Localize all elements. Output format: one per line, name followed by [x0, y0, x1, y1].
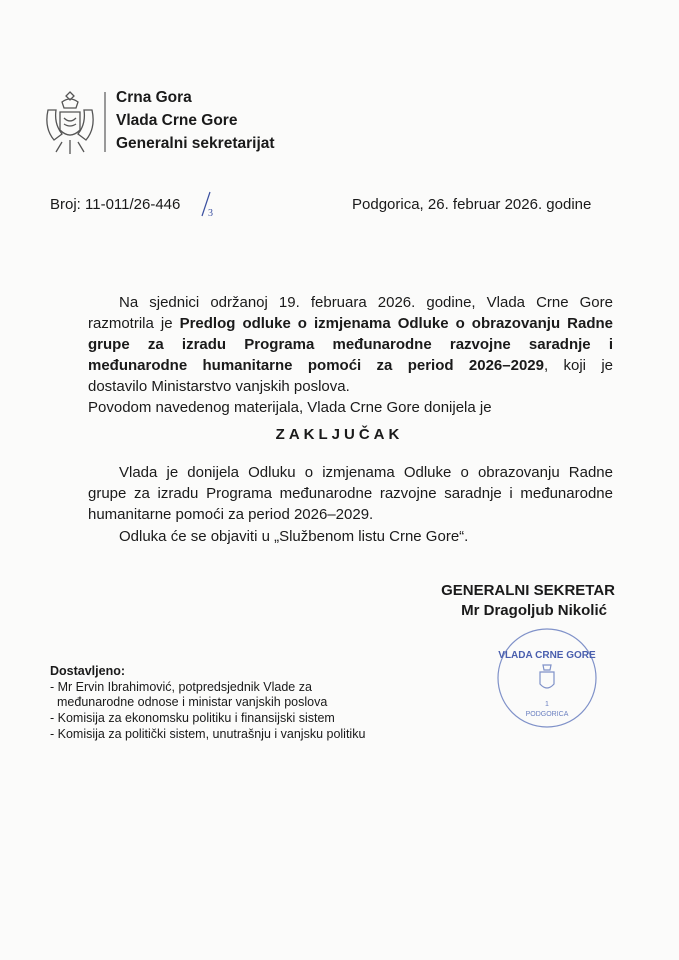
intro-line-1: Na sjednici održanoj 19. februara 2026. godine, Vlada Crne Gore — [119, 294, 613, 311]
distribution-heading: Dostavljeno: — [50, 664, 126, 678]
place-date: Podgorica, 26. februar 2026. godine — [352, 196, 592, 213]
intro-line-6: Povodom navedenog materijala, Vlada Crne Gore donijela je — [88, 399, 492, 416]
intro-line-2: razmotrila je Predlog odluke o izmjenama Odluke o obrazovanju Radne — [88, 315, 613, 332]
header-department: Generalni sekretarijat — [116, 135, 275, 152]
intro-line-3: grupe za izradu Programa međunarodne razvojne saradnje i — [88, 336, 613, 353]
document-title: ZAKLJUČAK — [275, 426, 404, 443]
reference-number: Broj: 11-011/26-446 — [50, 196, 181, 213]
conclusion-line-1: Vlada je donijela Odluku o izmjenama Odluke o obrazovanju Radne — [119, 464, 613, 481]
distribution-item: - Komisija za ekonomsku politiku i finansijski sistem — [50, 711, 335, 725]
intro-line-5: dostavilo Ministarstvo vanjskih poslova. — [88, 378, 350, 395]
stamp-text: VLADA CRNE GORE — [498, 650, 596, 661]
header-divider — [104, 92, 106, 152]
intro-line-4: međunarodne humanitarne pomoći za period 2026–2029, koji je — [88, 357, 614, 374]
stamp-number: 1 — [545, 701, 549, 708]
official-stamp — [492, 626, 602, 735]
conclusion-line-2: grupe za izradu Programa međunarodne razvojne saradnje i međunarodne — [88, 485, 613, 502]
distribution-item: međunarodne odnose i ministar vanjskih poslova — [57, 695, 328, 709]
distribution-item: - Komisija za politički sistem, unutrašnju i vanjsku politiku — [50, 727, 366, 741]
distribution-item: - Mr Ervin Ibrahimović, potpredsjednik Vlade za — [50, 680, 312, 694]
header-government: Vlada Crne Gore — [116, 112, 238, 129]
coat-of-arms-icon — [42, 88, 98, 163]
stamp-city: PODGORICA — [525, 711, 569, 718]
conclusion-line-3: humanitarne pomoći za period 2026–2029. — [88, 506, 374, 523]
handwritten-digit: 3 — [208, 208, 213, 219]
conclusion-line-4: Odluka će se objaviti u „Službenom listu Crne Gore“. — [119, 528, 469, 545]
header-country: Crna Gora — [116, 89, 192, 106]
handwritten-suffix — [200, 190, 220, 225]
signatory-role: GENERALNI SEKRETAR — [441, 582, 615, 599]
signatory-name: Mr Dragoljub Nikolić — [461, 602, 607, 619]
